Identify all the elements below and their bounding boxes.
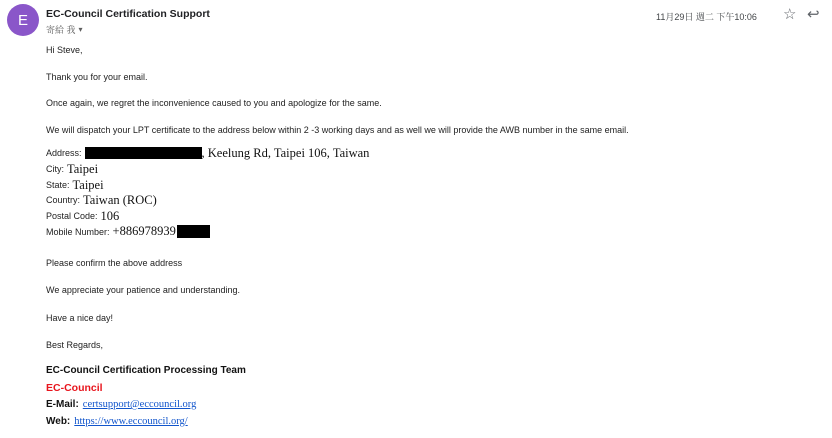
message-date: 11月29日 週二 下午10:06 <box>656 12 757 22</box>
state-line <box>46 179 104 192</box>
avatar-letter: E <box>17 11 28 29</box>
star-icon[interactable]: ☆ <box>783 6 797 23</box>
address-line <box>46 147 369 160</box>
redacted-address-value <box>85 147 202 159</box>
recipient-label: 寄給 我 <box>46 25 76 35</box>
email-label: E-Mail: <box>46 399 79 410</box>
country-label: Country: <box>46 195 81 206</box>
postal-label: Postal Code: <box>46 211 98 222</box>
recipient-details-toggle[interactable] <box>46 23 83 36</box>
paragraph-regards: Best Regards, <box>46 340 104 350</box>
address-label: Address: <box>46 148 82 159</box>
paragraph-dispatch: We will dispatch your LPT certificate to the address below within 2 -3 working days and as well we will provide the AWB number in the same email. <box>46 125 629 135</box>
mobile-line <box>46 225 210 238</box>
paragraph-nice-day: Have a nice day! <box>46 313 114 323</box>
postal-value: 106 <box>100 209 120 223</box>
redacted-phone-value <box>177 225 210 238</box>
paragraph-appreciate: We appreciate your patience and understanding. <box>46 285 240 295</box>
address-value: , Keelung Rd, Taipei 106, Taiwan <box>201 146 370 160</box>
country-value: Taiwan (ROC) <box>83 193 157 207</box>
postal-line <box>46 210 119 223</box>
state-label: State: <box>46 180 70 191</box>
greeting-text: Hi Steve, <box>46 45 83 55</box>
country-line <box>46 194 157 207</box>
mobile-value: +886978939 <box>112 224 176 239</box>
email-link[interactable]: certsupport@eccouncil.org <box>82 399 197 410</box>
mobile-label: Mobile Number: <box>46 226 110 237</box>
sender-name: EC-Council Certification Support <box>46 8 210 20</box>
paragraph-thanks: Thank you for your email. <box>46 72 148 82</box>
signature-team: EC-Council Certification Processing Team <box>46 365 246 376</box>
signature-web-line <box>46 416 188 427</box>
state-value: Taipei <box>72 178 104 192</box>
signature-company: EC-Council <box>46 382 103 394</box>
paragraph-confirm: Please confirm the above address <box>46 258 183 268</box>
signature-email-line <box>46 399 196 410</box>
avatar[interactable] <box>7 4 39 36</box>
paragraph-regret: Once again, we regret the inconvenience caused to you and apologize for the same. <box>46 98 382 108</box>
city-value: Taipei <box>67 162 99 176</box>
city-label: City: <box>46 164 64 175</box>
chevron-down-icon: ▾ <box>78 25 83 34</box>
web-label: Web: <box>46 416 71 427</box>
reply-icon[interactable]: ↩ <box>807 6 820 23</box>
city-line <box>46 163 98 176</box>
web-link[interactable]: https://www.eccouncil.org/ <box>74 416 188 427</box>
